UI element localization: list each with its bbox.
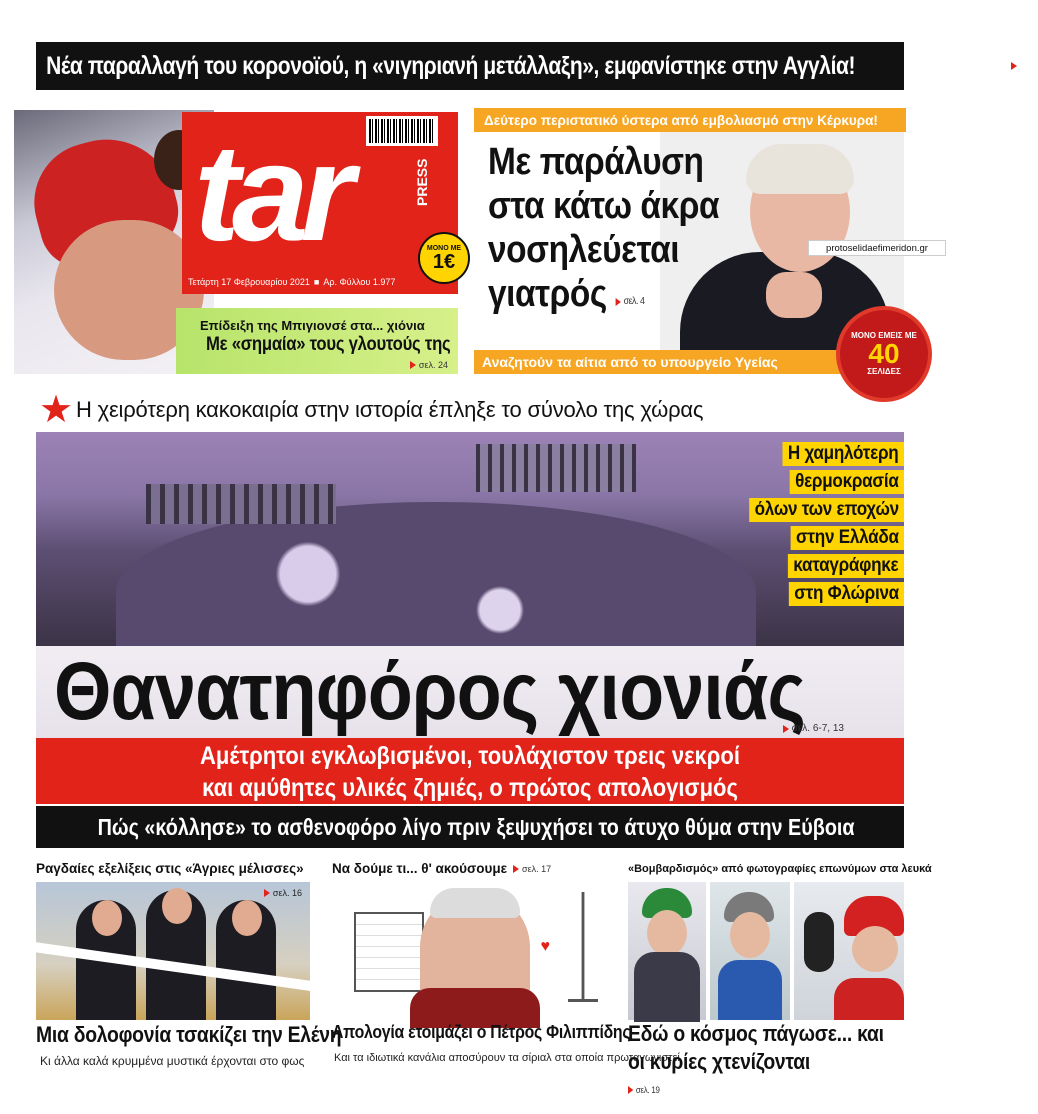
pointer-icon <box>264 889 270 897</box>
newspaper-logo: tar <box>194 116 347 270</box>
bottom-story-snow-celebrities[interactable]: «Βομβαρδισμός» από φωτογραφίες επωνύμων στα λευκά Εδώ ο κόσμος πάγωσε... και οι κυρίες χτενίζονται σελ. 19 <box>628 863 932 1095</box>
pages-seal: ΜΟΝΟ ΕΜΕΙΣ ΜΕ 40 ΣΕΛΙΔΕΣ <box>840 310 928 398</box>
star-icon: ★ <box>38 389 74 431</box>
pointer-icon <box>783 725 789 733</box>
story-headline: Με παράλυση στα κάτω άκρα νοσηλεύεται γιατρός σελ. 4 <box>488 140 734 324</box>
acropolis-snow-photo[interactable] <box>36 432 904 646</box>
barcode <box>366 116 438 146</box>
ambulance-subheadline: Πώς «κόλλησε» το ασθενοφόρο λίγο πριν ξεψυχήσει το άτυχο θύμα στην Εύβοια <box>36 806 904 848</box>
main-kicker: ★ Η χειρότερη κακοκαιρία στην ιστορία έπληξε το σύνολο της χώρας <box>36 392 904 428</box>
main-headline[interactable]: Θανατηφόρος χιονιάς σελ. 6-7, 13 <box>36 646 904 738</box>
eiffel-tower-drawing <box>568 892 598 1002</box>
story-pageref: σελ. 4 <box>616 280 645 324</box>
issue-date: Τετάρτη 17 Φεβρουαρίου 2021 <box>188 277 310 287</box>
temperature-callout: Η χαμηλότερη θερμοκρασία όλων των εποχών στην Ελλάδα καταγράφηκε στη Φλώρινα <box>744 442 904 606</box>
beyonce-teaser[interactable]: Επίδειξη της Μπιγιονσέ στα... χιόνια Με «σημαία» τους γλουτούς της σελ. 24 <box>176 308 458 374</box>
agries-melisses-photo: σελ. 16 <box>36 882 310 1020</box>
house-drawing <box>354 912 424 992</box>
pointer-icon <box>616 298 621 306</box>
price-badge: ΜΟΝΟ ΜΕ 1€ <box>418 232 470 284</box>
top-strip-headline: Νέα παραλλαγή του κορονοϊού, η «νιγηριανή μετάλλαξη», εμφανίστηκε στην Αγγλία! <box>46 51 856 80</box>
teaser-pageref: σελ. 24 <box>410 360 448 370</box>
story-ribbon: Δεύτερο περιστατικό ύστερα από εμβολιασμό στην Κέρκυρα! <box>474 108 906 132</box>
filippidis-photo <box>332 882 620 1020</box>
pointer-icon <box>410 361 416 369</box>
top-news-strip[interactable] <box>36 42 1038 90</box>
dateline: Τετάρτη 17 Φεβρουαρίου 2021 ■ Αρ. Φύλλου 1.977 <box>188 277 396 287</box>
logo-subtitle: PRESS <box>414 158 430 206</box>
celebrities-snow-photos <box>628 882 904 1020</box>
bottom-story-filippidis[interactable]: Να δούμε τι... θ' ακούσουμε σελ. 17 ♥ Απολογία ετοιμάζει ο Πέτρος Φιλιππίδης Και τα ιδιωτικά κανάλια αποσύρουν τα σίριαλ στα οποία πρωταγωνιστεί <box>332 861 680 1064</box>
bottom-story-agries-melisses[interactable]: Ραγδαίες εξελίξεις στις «Άγριες μέλισσες» σελ. 16 Μια δολοφονία τσακίζει την Ελένη Κι άλλα καλά κρυμμένα μυστικά έρχονται στο φως <box>36 858 312 880</box>
main-subheadline: Αμέτρητοι εγκλωβισμένοι, τουλάχιστον τρεις νεκροί και αμύθητες υλικές ζημιές, ο πρώτος απολογισμός <box>36 738 904 804</box>
website-watermark: protoselidaefimeridon.gr <box>808 240 946 256</box>
pointer-icon <box>628 1086 633 1094</box>
main-pageref: σελ. 6-7, 13 <box>783 723 844 734</box>
story-footer: Αναζητούν τα αίτια από το υπουργείο Υγείας <box>474 350 906 374</box>
masthead <box>14 110 462 374</box>
top-strip-pageref: σελ. 23 <box>1011 55 1038 77</box>
heart-icon: ♥ <box>540 938 550 955</box>
pointer-icon <box>513 865 519 873</box>
pointer-icon <box>1011 62 1017 70</box>
issue-number: Αρ. Φύλλου 1.977 <box>323 277 396 287</box>
